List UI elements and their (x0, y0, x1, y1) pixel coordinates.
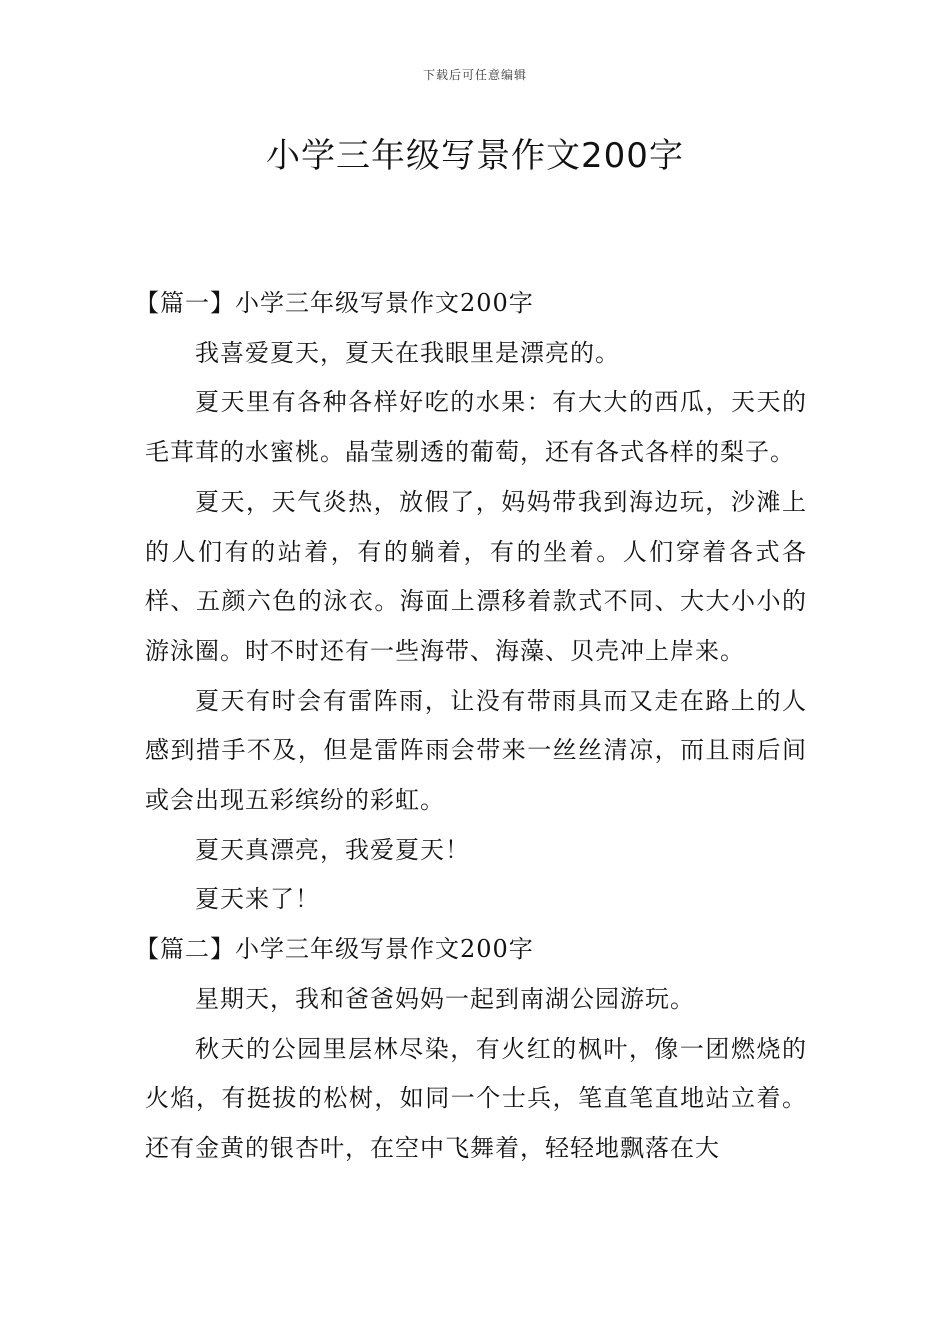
paragraph: 秋天的公园里层林尽染，有火红的枫叶，像一团燃烧的火焰，有挺拔的松树，如同一个士兵，笔直笔直地站立着。还有金黄的银杏叶，在空中飞舞着，轻轻地飘落在大 (145, 1034, 807, 1162)
paragraph: 夏天里有各种各样好吃的水果：有大大的西瓜，天天的毛茸茸的水蜜桃。晶莹剔透的葡萄，还有各式各样的梨子。 (145, 388, 807, 467)
paragraph: 星期天，我和爸爸妈妈一起到南湖公园游玩。 (195, 984, 695, 1013)
page-header-note: 下载后可任意编辑 (422, 68, 527, 82)
section-heading: 【篇一】小学三年级写景作文200字 (135, 289, 534, 317)
document-body (135, 279, 807, 1174)
paragraph: 夏天真漂亮，我爱夏天！ (195, 835, 470, 864)
document-title: 小学三年级写景作文200字 (266, 136, 684, 176)
paragraph: 我喜爱夏天，夏天在我眼里是漂亮的。 (195, 338, 620, 367)
section-2 (135, 925, 807, 1174)
section-heading: 【篇二】小学三年级写景作文200字 (135, 935, 534, 964)
paragraph: 夏天，天气炎热，放假了，妈妈带我到海边玩，沙滩上的人们有的站着，有的躺着，有的坐着。人们穿着各式各样、五颜六色的泳衣。海面上漂移着款式不同、大大小小的游泳圈。时不时还有一些海带、海藻、贝壳冲上岸来。 (145, 487, 807, 665)
paragraph: 夏天来了！ (195, 885, 320, 914)
paragraph: 夏天有时会有雷阵雨，让没有带雨具而又走在路上的人感到措手不及，但是雷阵雨会带来一丝丝清凉，而且雨后间或会出现五彩缤纷的彩虹。 (145, 686, 807, 815)
section-1 (135, 279, 807, 925)
